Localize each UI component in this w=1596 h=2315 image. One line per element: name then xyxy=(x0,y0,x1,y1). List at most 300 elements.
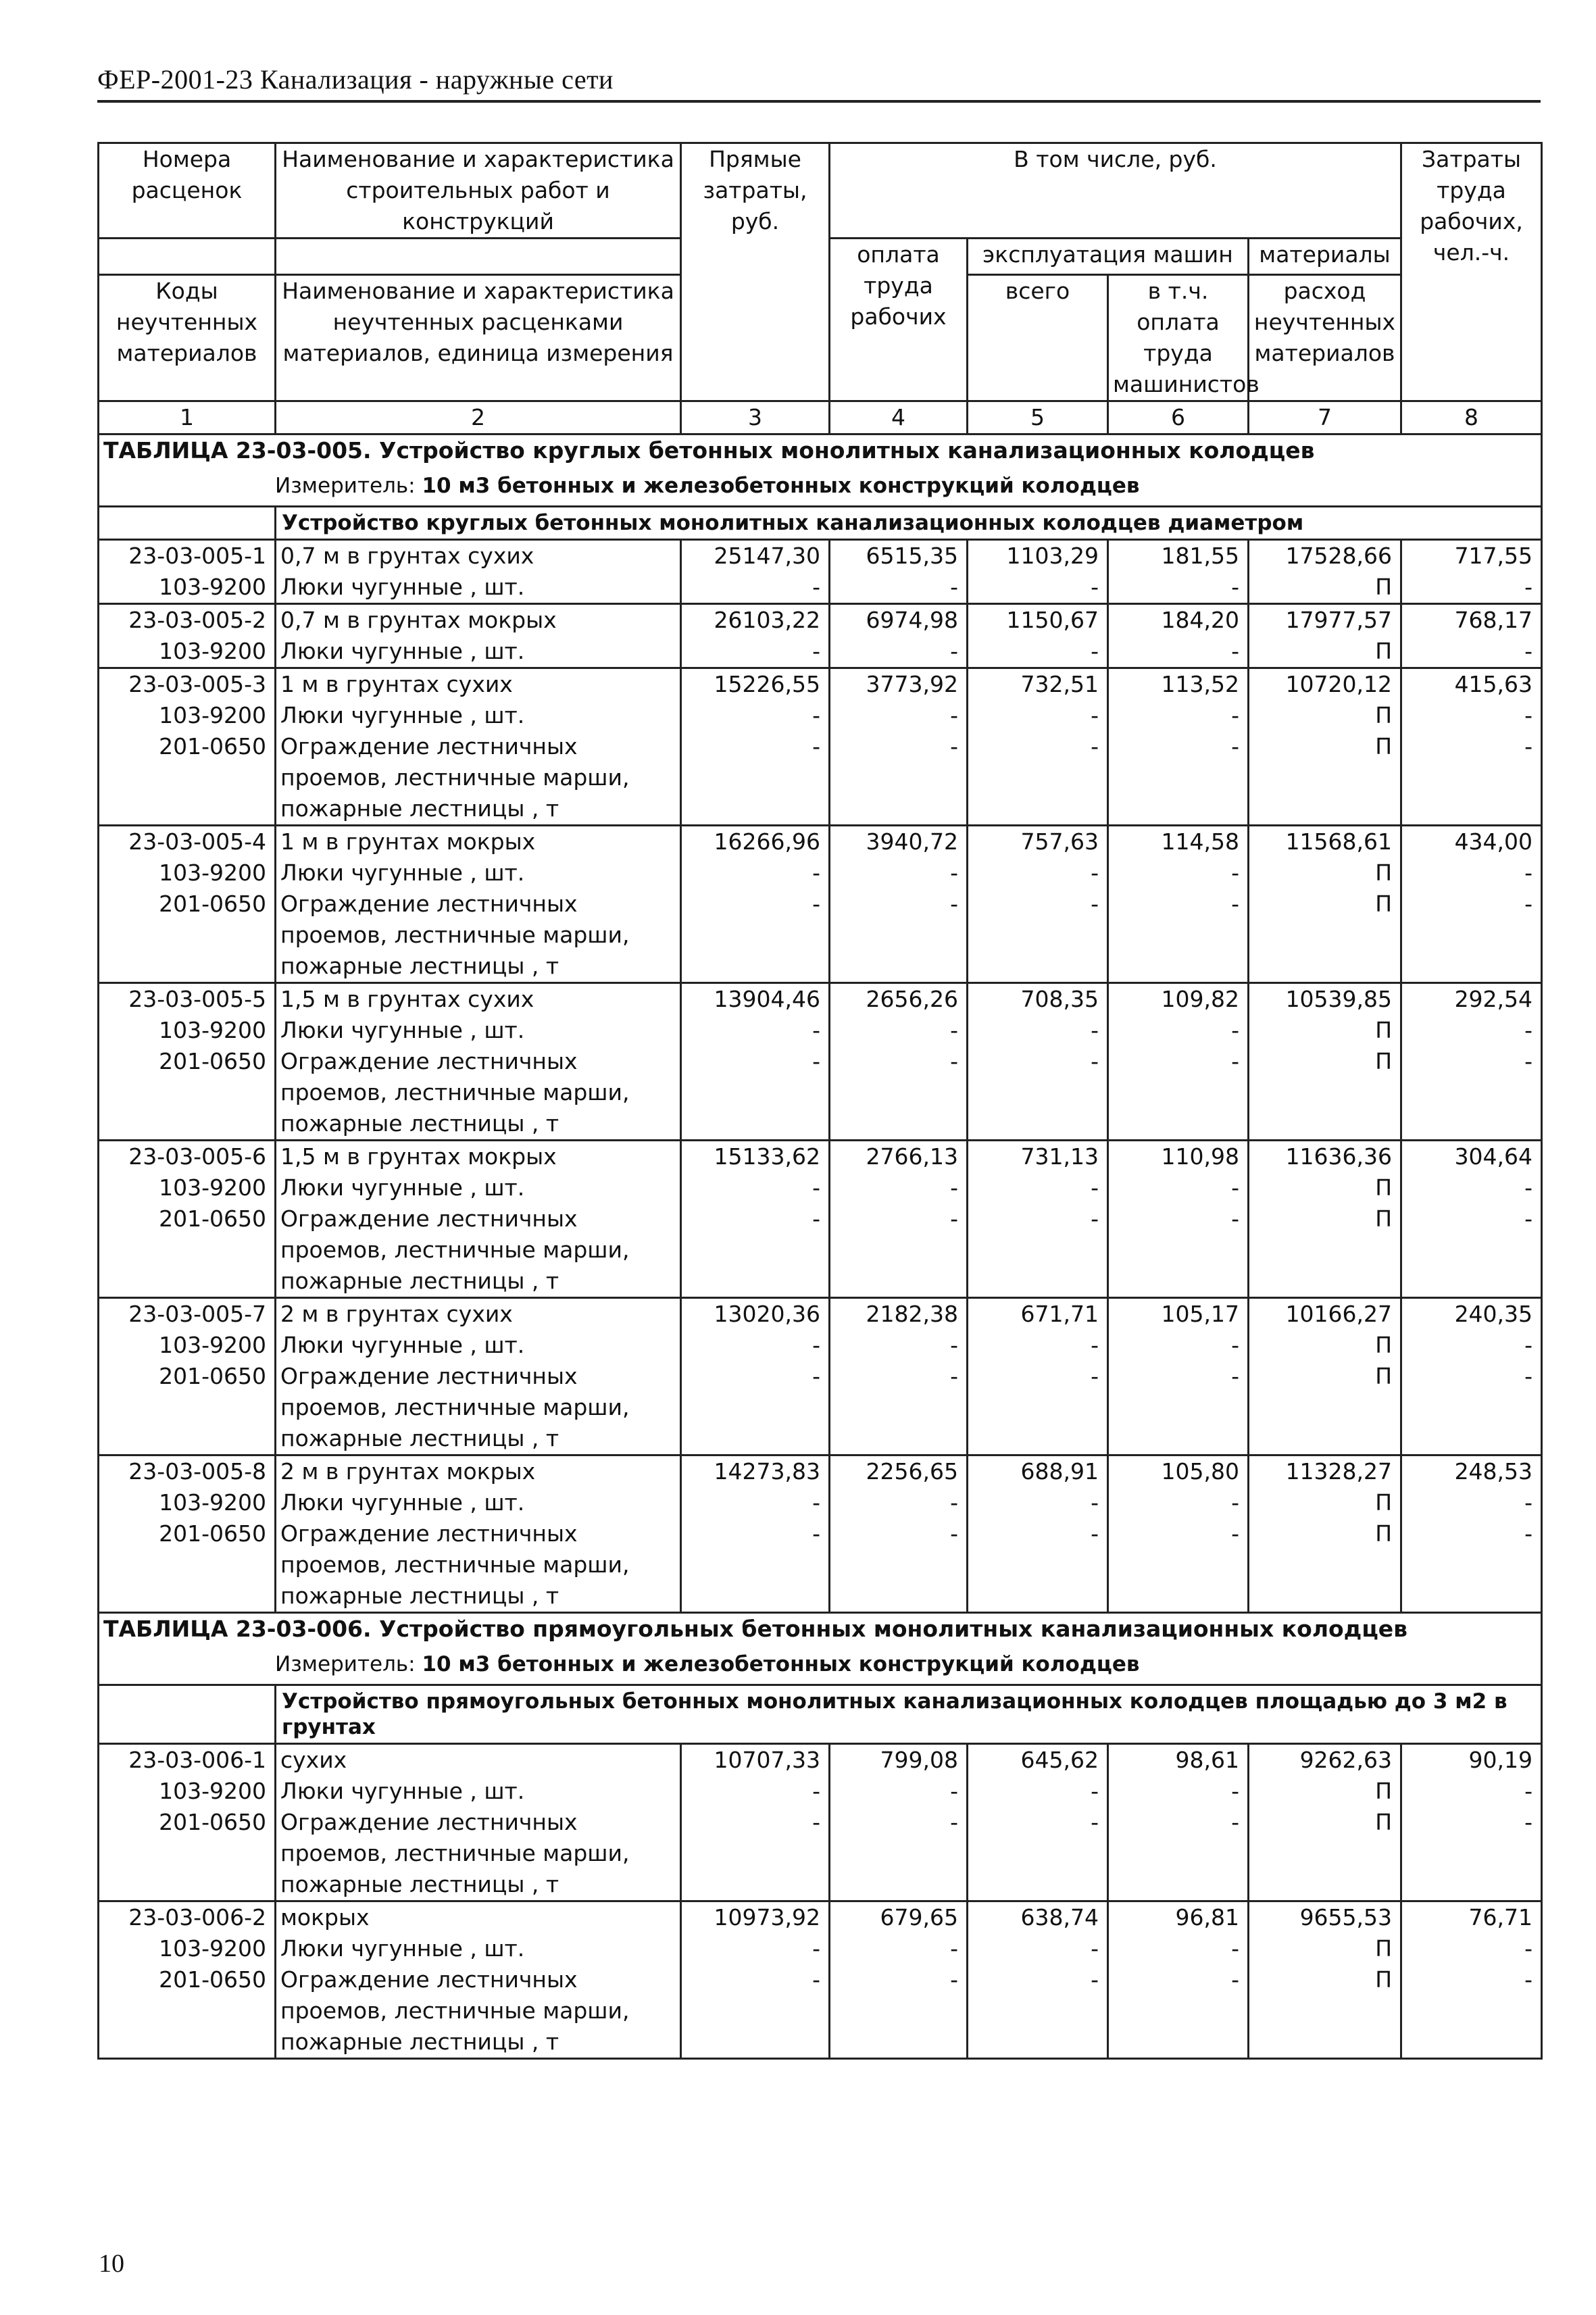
header-spacer-1 xyxy=(99,239,276,275)
code-cell: 201-0650 xyxy=(99,1361,276,1455)
value-cell-v4: - xyxy=(830,1518,968,1613)
value-cell-v6: - xyxy=(1108,1518,1249,1613)
value-cell-v7: П xyxy=(1249,1172,1401,1203)
name-cell: Люки чугунные , шт. xyxy=(276,1172,681,1203)
value-cell-v7: П xyxy=(1249,857,1401,889)
value-cell-v7: П xyxy=(1249,1964,1401,2059)
value-cell-v5: 732,51 xyxy=(968,668,1108,701)
name-cell: 2 м в грунтах сухих xyxy=(276,1298,681,1330)
rate-row xyxy=(99,1744,1542,1776)
rate-row xyxy=(99,1298,1542,1330)
material-row xyxy=(99,1518,1542,1613)
material-row xyxy=(99,1933,1542,1964)
value-cell-v6: - xyxy=(1108,1330,1249,1361)
rate-row xyxy=(99,604,1542,637)
code-cell: 103-9200 xyxy=(99,636,276,668)
header-in-total: В том числе, руб. xyxy=(830,143,1401,239)
value-cell-v6: 110,98 xyxy=(1108,1141,1249,1173)
value-cell-v8: - xyxy=(1401,1172,1542,1203)
value-cell-v7: 10539,85 xyxy=(1249,983,1401,1016)
value-cell-v7: 17977,57 xyxy=(1249,604,1401,637)
header-material-codes: Коды неучтенных материалов xyxy=(99,275,276,401)
value-cell-v4: 6974,98 xyxy=(830,604,968,637)
value-cell-v3: - xyxy=(681,1203,830,1298)
value-cell-v3: 15226,55 xyxy=(681,668,830,701)
code-cell: 23-03-005-5 xyxy=(99,983,276,1016)
value-cell-v3: - xyxy=(681,636,830,668)
meter-row xyxy=(99,466,1542,507)
value-cell-v5: - xyxy=(968,1933,1108,1964)
value-cell-v4: 2182,38 xyxy=(830,1298,968,1330)
value-cell-v5: - xyxy=(968,1172,1108,1203)
code-cell: 23-03-005-3 xyxy=(99,668,276,701)
name-cell: Люки чугунные , шт. xyxy=(276,857,681,889)
value-cell-v3: - xyxy=(681,1172,830,1203)
meter-cell xyxy=(99,466,1542,507)
value-cell-v3: - xyxy=(681,1361,830,1455)
value-cell-v6: 113,52 xyxy=(1108,668,1249,701)
rate-row xyxy=(99,983,1542,1016)
value-cell-v8: 292,54 xyxy=(1401,983,1542,1016)
value-cell-v5: - xyxy=(968,731,1108,826)
code-cell: 103-9200 xyxy=(99,1172,276,1203)
value-cell-v3: 10707,33 xyxy=(681,1744,830,1776)
value-cell-v5: - xyxy=(968,889,1108,983)
header-materials: материалы xyxy=(1249,239,1401,275)
value-cell-v3: - xyxy=(681,1776,830,1807)
value-cell-v8: 415,63 xyxy=(1401,668,1542,701)
rate-row xyxy=(99,540,1542,572)
value-cell-v8: 240,35 xyxy=(1401,1298,1542,1330)
code-cell: 103-9200 xyxy=(99,1933,276,1964)
value-cell-v5: - xyxy=(968,1776,1108,1807)
value-cell-v4: 6515,35 xyxy=(830,540,968,572)
value-cell-v4: - xyxy=(830,572,968,604)
value-cell-v8: - xyxy=(1401,700,1542,731)
value-cell-v7: П xyxy=(1249,636,1401,668)
header-direct-costs: Прямые затраты, руб. xyxy=(681,143,830,401)
value-cell-v7: 17528,66 xyxy=(1249,540,1401,572)
value-cell-v6: - xyxy=(1108,1172,1249,1203)
name-cell: Люки чугунные , шт. xyxy=(276,1015,681,1046)
value-cell-v6: - xyxy=(1108,636,1249,668)
value-cell-v4: - xyxy=(830,1964,968,2059)
value-cell-v3: 13904,46 xyxy=(681,983,830,1016)
material-row xyxy=(99,1015,1542,1046)
name-cell: Ограждение лестничных проемов, лестничные марши, пожарные лестницы , т xyxy=(276,731,681,826)
meter-value: 10 м3 бетонных и железобетонных конструкций колодцев xyxy=(422,474,1140,498)
code-cell: 103-9200 xyxy=(99,572,276,604)
value-cell-v8: 248,53 xyxy=(1401,1455,1542,1488)
value-cell-v5: - xyxy=(968,572,1108,604)
material-row xyxy=(99,889,1542,983)
name-cell: 0,7 м в грунтах мокрых xyxy=(276,604,681,637)
value-cell-v5: - xyxy=(968,1518,1108,1613)
value-cell-v4: - xyxy=(830,1487,968,1518)
value-cell-v6: - xyxy=(1108,889,1249,983)
code-cell: 201-0650 xyxy=(99,1807,276,1901)
rate-row xyxy=(99,826,1542,858)
group-row xyxy=(99,507,1542,540)
value-cell-v8: - xyxy=(1401,1964,1542,2059)
value-cell-v3: 15133,62 xyxy=(681,1141,830,1173)
value-cell-v6: - xyxy=(1108,857,1249,889)
material-row xyxy=(99,1807,1542,1901)
header-material-names: Наименование и характеристика неучтенных расценками материалов, единица измерения xyxy=(276,275,681,401)
code-cell: 103-9200 xyxy=(99,857,276,889)
page-number: 10 xyxy=(99,2249,124,2278)
code-cell: 201-0650 xyxy=(99,889,276,983)
material-row xyxy=(99,1487,1542,1518)
value-cell-v8: - xyxy=(1401,1046,1542,1141)
code-cell: 23-03-005-4 xyxy=(99,826,276,858)
value-cell-v7: П xyxy=(1249,1046,1401,1141)
value-cell-v8: - xyxy=(1401,1487,1542,1518)
value-cell-v7: П xyxy=(1249,731,1401,826)
value-cell-v7: П xyxy=(1249,700,1401,731)
code-cell: 23-03-005-8 xyxy=(99,1455,276,1488)
name-cell: 0,7 м в грунтах сухих xyxy=(276,540,681,572)
table-title-row xyxy=(99,1613,1542,1645)
name-cell: Люки чугунные , шт. xyxy=(276,1487,681,1518)
name-cell: мокрых xyxy=(276,1901,681,1934)
value-cell-v3: 16266,96 xyxy=(681,826,830,858)
code-cell: 23-03-006-1 xyxy=(99,1744,276,1776)
value-cell-v7: 9655,53 xyxy=(1249,1901,1401,1934)
value-cell-v4: 3940,72 xyxy=(830,826,968,858)
value-cell-v4: 679,65 xyxy=(830,1901,968,1934)
code-cell: 103-9200 xyxy=(99,1487,276,1518)
header-operators-pay: в т.ч. оплата труда машинистов xyxy=(1108,275,1249,401)
value-cell-v6: 181,55 xyxy=(1108,540,1249,572)
page-header xyxy=(97,59,1541,103)
value-cell-v4: - xyxy=(830,889,968,983)
rate-row xyxy=(99,1455,1542,1488)
name-cell: 2 м в грунтах мокрых xyxy=(276,1455,681,1488)
value-cell-v5: - xyxy=(968,1015,1108,1046)
code-cell: 201-0650 xyxy=(99,1518,276,1613)
value-cell-v3: - xyxy=(681,889,830,983)
table-title: ТАБЛИЦА 23-03-006. Устройство прямоугольных бетонных монолитных канализационных колодцев xyxy=(99,1613,1542,1645)
value-cell-v7: 11328,27 xyxy=(1249,1455,1401,1488)
code-cell: 201-0650 xyxy=(99,1964,276,2059)
code-cell: 23-03-005-2 xyxy=(99,604,276,637)
value-cell-v3: 13020,36 xyxy=(681,1298,830,1330)
value-cell-v8: - xyxy=(1401,1776,1542,1807)
group-title: Устройство прямоугольных бетонных монолитных канализационных колодцев площадью до 3 м2 в грунтах xyxy=(276,1685,1542,1744)
value-cell-v6: 105,80 xyxy=(1108,1455,1249,1488)
column-number: 5 xyxy=(968,401,1108,434)
name-cell: 1,5 м в грунтах мокрых xyxy=(276,1141,681,1173)
value-cell-v5: - xyxy=(968,1330,1108,1361)
column-number: 4 xyxy=(830,401,968,434)
material-row xyxy=(99,731,1542,826)
value-cell-v8: 76,71 xyxy=(1401,1901,1542,1934)
value-cell-v3: - xyxy=(681,572,830,604)
value-cell-v6: 98,61 xyxy=(1108,1744,1249,1776)
value-cell-v3: 26103,22 xyxy=(681,604,830,637)
material-row xyxy=(99,572,1542,604)
value-cell-v6: - xyxy=(1108,1203,1249,1298)
value-cell-v7: П xyxy=(1249,1933,1401,1964)
value-cell-v4: - xyxy=(830,1203,968,1298)
material-row xyxy=(99,1330,1542,1361)
code-cell: 103-9200 xyxy=(99,1015,276,1046)
table-header xyxy=(99,143,1542,434)
material-row xyxy=(99,1172,1542,1203)
value-cell-v4: - xyxy=(830,1933,968,1964)
material-row xyxy=(99,1203,1542,1298)
code-cell: 23-03-005-6 xyxy=(99,1141,276,1173)
header-machines-total: всего xyxy=(968,275,1108,401)
value-cell-v4: - xyxy=(830,1046,968,1141)
value-cell-v3: - xyxy=(681,1518,830,1613)
value-cell-v4: - xyxy=(830,1361,968,1455)
value-cell-v4: - xyxy=(830,857,968,889)
value-cell-v7: П xyxy=(1249,1015,1401,1046)
name-cell: Ограждение лестничных проемов, лестничные марши, пожарные лестницы , т xyxy=(276,1964,681,2059)
table-title: ТАБЛИЦА 23-03-005. Устройство круглых бетонных монолитных канализационных колодцев xyxy=(99,434,1542,467)
value-cell-v4: - xyxy=(830,1015,968,1046)
table-body xyxy=(99,434,1542,2059)
value-cell-v5: 1150,67 xyxy=(968,604,1108,637)
value-cell-v6: - xyxy=(1108,1933,1249,1964)
name-cell: Ограждение лестничных проемов, лестничные марши, пожарные лестницы , т xyxy=(276,1807,681,1901)
column-number: 1 xyxy=(99,401,276,434)
name-cell: Ограждение лестничных проемов, лестничные марши, пожарные лестницы , т xyxy=(276,1046,681,1141)
value-cell-v3: - xyxy=(681,1807,830,1901)
meter-value: 10 м3 бетонных и железобетонных конструкций колодцев xyxy=(422,1652,1140,1676)
column-number: 3 xyxy=(681,401,830,434)
header-labor-costs: Затраты труда рабочих, чел.-ч. xyxy=(1401,143,1542,401)
code-cell: 201-0650 xyxy=(99,1046,276,1141)
value-cell-v5: - xyxy=(968,1807,1108,1901)
value-cell-v5: - xyxy=(968,1964,1108,2059)
material-row xyxy=(99,700,1542,731)
value-cell-v7: П xyxy=(1249,889,1401,983)
value-cell-v4: - xyxy=(830,1776,968,1807)
value-cell-v4: - xyxy=(830,1330,968,1361)
column-number: 7 xyxy=(1249,401,1401,434)
value-cell-v5: - xyxy=(968,700,1108,731)
meter-label: Измеритель: xyxy=(275,474,416,498)
value-cell-v6: - xyxy=(1108,1964,1249,2059)
value-cell-v8: 90,19 xyxy=(1401,1744,1542,1776)
value-cell-v3: - xyxy=(681,857,830,889)
name-cell: Ограждение лестничных проемов, лестничные марши, пожарные лестницы , т xyxy=(276,1361,681,1455)
value-cell-v6: - xyxy=(1108,1776,1249,1807)
meter-label: Измеритель: xyxy=(275,1652,416,1676)
value-cell-v3: 10973,92 xyxy=(681,1901,830,1934)
value-cell-v5: - xyxy=(968,1487,1108,1518)
value-cell-v8: - xyxy=(1401,1361,1542,1455)
value-cell-v3: 14273,83 xyxy=(681,1455,830,1488)
header-spacer-2 xyxy=(276,239,681,275)
value-cell-v5: - xyxy=(968,1046,1108,1141)
value-cell-v6: 109,82 xyxy=(1108,983,1249,1016)
value-cell-v3: - xyxy=(681,1933,830,1964)
column-number: 6 xyxy=(1108,401,1249,434)
group-spacer xyxy=(99,507,276,540)
value-cell-v7: П xyxy=(1249,1518,1401,1613)
value-cell-v7: 10720,12 xyxy=(1249,668,1401,701)
value-cell-v3: - xyxy=(681,700,830,731)
value-cell-v7: П xyxy=(1249,1330,1401,1361)
value-cell-v6: - xyxy=(1108,1046,1249,1141)
value-cell-v4: - xyxy=(830,636,968,668)
value-cell-v8: - xyxy=(1401,1015,1542,1046)
column-number: 8 xyxy=(1401,401,1542,434)
value-cell-v5: 638,74 xyxy=(968,1901,1108,1934)
name-cell: сухих xyxy=(276,1744,681,1776)
code-cell: 23-03-006-2 xyxy=(99,1901,276,1934)
value-cell-v8: - xyxy=(1401,889,1542,983)
group-title: Устройство круглых бетонных монолитных канализационных колодцев диаметром xyxy=(276,507,1542,540)
value-cell-v4: 2256,65 xyxy=(830,1455,968,1488)
name-cell: Люки чугунные , шт. xyxy=(276,1776,681,1807)
header-work-name: Наименование и характеристика строительных работ и конструкций xyxy=(276,143,681,239)
value-cell-v7: П xyxy=(1249,1361,1401,1455)
name-cell: Ограждение лестничных проемов, лестничные марши, пожарные лестницы , т xyxy=(276,1518,681,1613)
name-cell: Люки чугунные , шт. xyxy=(276,636,681,668)
value-cell-v8: - xyxy=(1401,731,1542,826)
value-cell-v7: 10166,27 xyxy=(1249,1298,1401,1330)
value-cell-v3: 25147,30 xyxy=(681,540,830,572)
value-cell-v5: - xyxy=(968,1203,1108,1298)
table-title-row xyxy=(99,434,1542,467)
value-cell-v3: - xyxy=(681,1015,830,1046)
value-cell-v4: 799,08 xyxy=(830,1744,968,1776)
material-row xyxy=(99,857,1542,889)
name-cell: Ограждение лестничных проемов, лестничные марши, пожарные лестницы , т xyxy=(276,1203,681,1298)
code-cell: 103-9200 xyxy=(99,1330,276,1361)
value-cell-v8: 768,17 xyxy=(1401,604,1542,637)
value-cell-v7: П xyxy=(1249,1487,1401,1518)
value-cell-v5: 671,71 xyxy=(968,1298,1108,1330)
rate-row xyxy=(99,668,1542,701)
code-cell: 201-0650 xyxy=(99,1203,276,1298)
value-cell-v5: - xyxy=(968,857,1108,889)
rates-table xyxy=(97,142,1543,2060)
header-unaccounted-materials: расход неучтенных материалов xyxy=(1249,275,1401,401)
value-cell-v8: - xyxy=(1401,1807,1542,1901)
meter-row xyxy=(99,1645,1542,1685)
material-row xyxy=(99,1776,1542,1807)
code-cell: 23-03-005-7 xyxy=(99,1298,276,1330)
value-cell-v7: П xyxy=(1249,1776,1401,1807)
value-cell-v4: - xyxy=(830,1807,968,1901)
material-row xyxy=(99,1361,1542,1455)
value-cell-v3: - xyxy=(681,1330,830,1361)
value-cell-v8: 434,00 xyxy=(1401,826,1542,858)
value-cell-v8: - xyxy=(1401,572,1542,604)
name-cell: Люки чугунные , шт. xyxy=(276,1330,681,1361)
code-cell: 103-9200 xyxy=(99,700,276,731)
value-cell-v4: - xyxy=(830,731,968,826)
name-cell: Люки чугунные , шт. xyxy=(276,700,681,731)
value-cell-v6: - xyxy=(1108,1361,1249,1455)
meter-cell xyxy=(99,1645,1542,1685)
name-cell: 1,5 м в грунтах сухих xyxy=(276,983,681,1016)
value-cell-v4: 2766,13 xyxy=(830,1141,968,1173)
header-machines: эксплуатация машин xyxy=(968,239,1249,275)
value-cell-v5: 645,62 xyxy=(968,1744,1108,1776)
value-cell-v4: - xyxy=(830,700,968,731)
value-cell-v5: 1103,29 xyxy=(968,540,1108,572)
value-cell-v5: - xyxy=(968,1361,1108,1455)
value-cell-v6: 114,58 xyxy=(1108,826,1249,858)
value-cell-v6: - xyxy=(1108,1807,1249,1901)
material-row xyxy=(99,1046,1542,1141)
value-cell-v7: 11636,36 xyxy=(1249,1141,1401,1173)
value-cell-v8: - xyxy=(1401,1518,1542,1613)
value-cell-v7: 9262,63 xyxy=(1249,1744,1401,1776)
name-cell: Люки чугунные , шт. xyxy=(276,572,681,604)
value-cell-v5: 757,63 xyxy=(968,826,1108,858)
value-cell-v6: - xyxy=(1108,572,1249,604)
header-worker-pay: оплата труда рабочих xyxy=(830,239,968,401)
rate-row xyxy=(99,1141,1542,1173)
value-cell-v7: 11568,61 xyxy=(1249,826,1401,858)
value-cell-v5: 688,91 xyxy=(968,1455,1108,1488)
value-cell-v6: - xyxy=(1108,1015,1249,1046)
value-cell-v6: - xyxy=(1108,731,1249,826)
value-cell-v6: 184,20 xyxy=(1108,604,1249,637)
material-row xyxy=(99,1964,1542,2059)
value-cell-v8: - xyxy=(1401,636,1542,668)
value-cell-v8: - xyxy=(1401,1933,1542,1964)
value-cell-v8: 304,64 xyxy=(1401,1141,1542,1173)
name-cell: 1 м в грунтах мокрых xyxy=(276,826,681,858)
value-cell-v8: - xyxy=(1401,1203,1542,1298)
value-cell-v5: - xyxy=(968,636,1108,668)
value-cell-v4: 2656,26 xyxy=(830,983,968,1016)
value-cell-v5: 708,35 xyxy=(968,983,1108,1016)
value-cell-v5: 731,13 xyxy=(968,1141,1108,1173)
value-cell-v4: 3773,92 xyxy=(830,668,968,701)
group-row xyxy=(99,1685,1542,1744)
code-cell: 201-0650 xyxy=(99,731,276,826)
group-spacer xyxy=(99,1685,276,1744)
value-cell-v8: - xyxy=(1401,1330,1542,1361)
value-cell-v6: - xyxy=(1108,1487,1249,1518)
page-header-text: ФЕР-2001-23 Канализация - наружные сети xyxy=(97,64,614,95)
name-cell: Ограждение лестничных проемов, лестничные марши, пожарные лестницы , т xyxy=(276,889,681,983)
value-cell-v7: П xyxy=(1249,1807,1401,1901)
code-cell: 23-03-005-1 xyxy=(99,540,276,572)
value-cell-v7: П xyxy=(1249,572,1401,604)
value-cell-v8: - xyxy=(1401,857,1542,889)
header-column-numbers xyxy=(99,401,1542,434)
value-cell-v8: 717,55 xyxy=(1401,540,1542,572)
value-cell-v3: - xyxy=(681,1487,830,1518)
value-cell-v6: - xyxy=(1108,700,1249,731)
material-row xyxy=(99,636,1542,668)
name-cell: 1 м в грунтах сухих xyxy=(276,668,681,701)
value-cell-v7: П xyxy=(1249,1203,1401,1298)
value-cell-v6: 96,81 xyxy=(1108,1901,1249,1934)
value-cell-v6: 105,17 xyxy=(1108,1298,1249,1330)
value-cell-v4: - xyxy=(830,1172,968,1203)
value-cell-v3: - xyxy=(681,1964,830,2059)
code-cell: 103-9200 xyxy=(99,1776,276,1807)
name-cell: Люки чугунные , шт. xyxy=(276,1933,681,1964)
rate-row xyxy=(99,1901,1542,1934)
header-rate-numbers: Номера расценок xyxy=(99,143,276,239)
value-cell-v3: - xyxy=(681,1046,830,1141)
value-cell-v3: - xyxy=(681,731,830,826)
column-number: 2 xyxy=(276,401,681,434)
